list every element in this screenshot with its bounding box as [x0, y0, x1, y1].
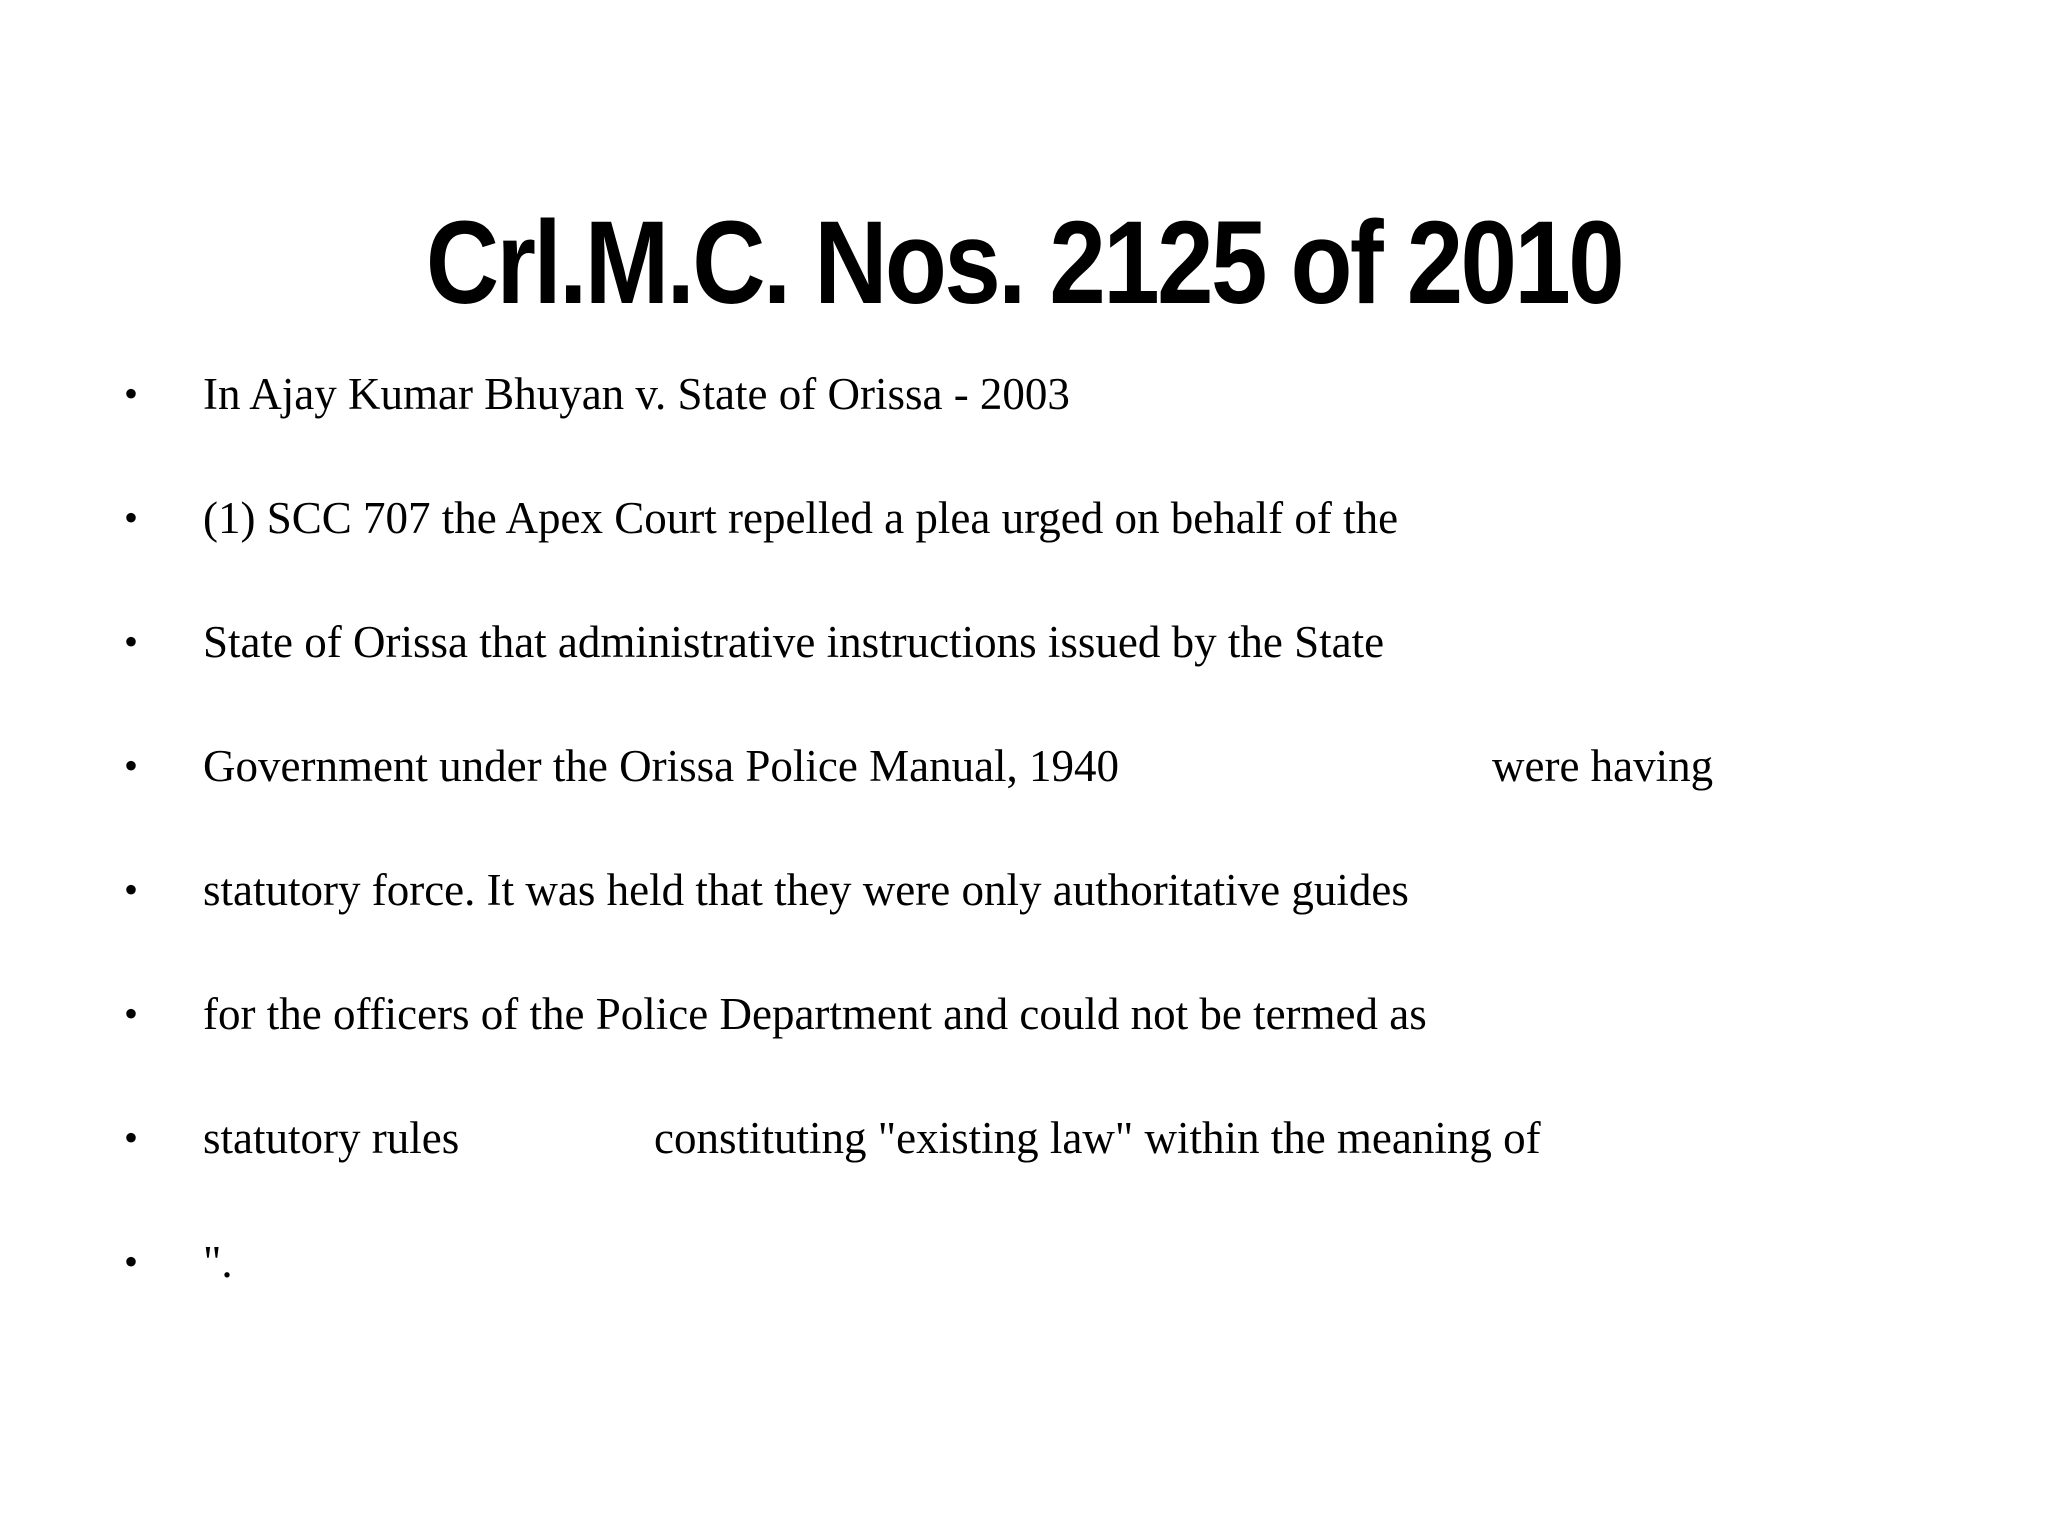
bullet-icon: • [124, 495, 139, 540]
list-item [0, 850, 2048, 974]
list-item [0, 1222, 2048, 1346]
bullet-icon: • [124, 867, 139, 912]
bullet-text: Government under the Orissa Police Manual, 1940 [203, 741, 1120, 791]
bullet-icon: • [124, 619, 139, 664]
bullet-text: for the officers of the Police Department and could not be termed as [203, 989, 1427, 1039]
bullet-text: In Ajay Kumar Bhuyan v. State of Orissa - 2003 [203, 369, 1070, 419]
bullet-text-continuation: were having [1492, 741, 1714, 791]
bullet-icon: • [124, 371, 139, 416]
bullet-list [0, 354, 2048, 1346]
bullet-text: statutory rules [203, 1113, 460, 1163]
list-item [0, 726, 2048, 850]
slide-title: Crl.M.C. Nos. 2125 of 2010 [425, 197, 1623, 329]
bullet-text: (1) SCC 707 the Apex Court repelled a plea urged on behalf of the [203, 493, 1399, 543]
bullet-text: ". [203, 1237, 233, 1287]
bullet-text: State of Orissa that administrative instructions issued by the State [203, 617, 1385, 667]
bullet-text: statutory force. It was held that they were only authoritative guides [203, 865, 1409, 915]
bullet-icon: • [124, 1115, 139, 1160]
list-item [0, 478, 2048, 602]
bullet-icon: • [124, 991, 139, 1036]
list-item [0, 1098, 2048, 1222]
list-item [0, 602, 2048, 726]
bullet-icon: • [124, 743, 139, 788]
bullet-text-continuation: constituting "existing law" within the meaning of [654, 1113, 1541, 1163]
list-item [0, 974, 2048, 1098]
list-item [0, 354, 2048, 478]
bullet-icon: • [124, 1239, 139, 1284]
